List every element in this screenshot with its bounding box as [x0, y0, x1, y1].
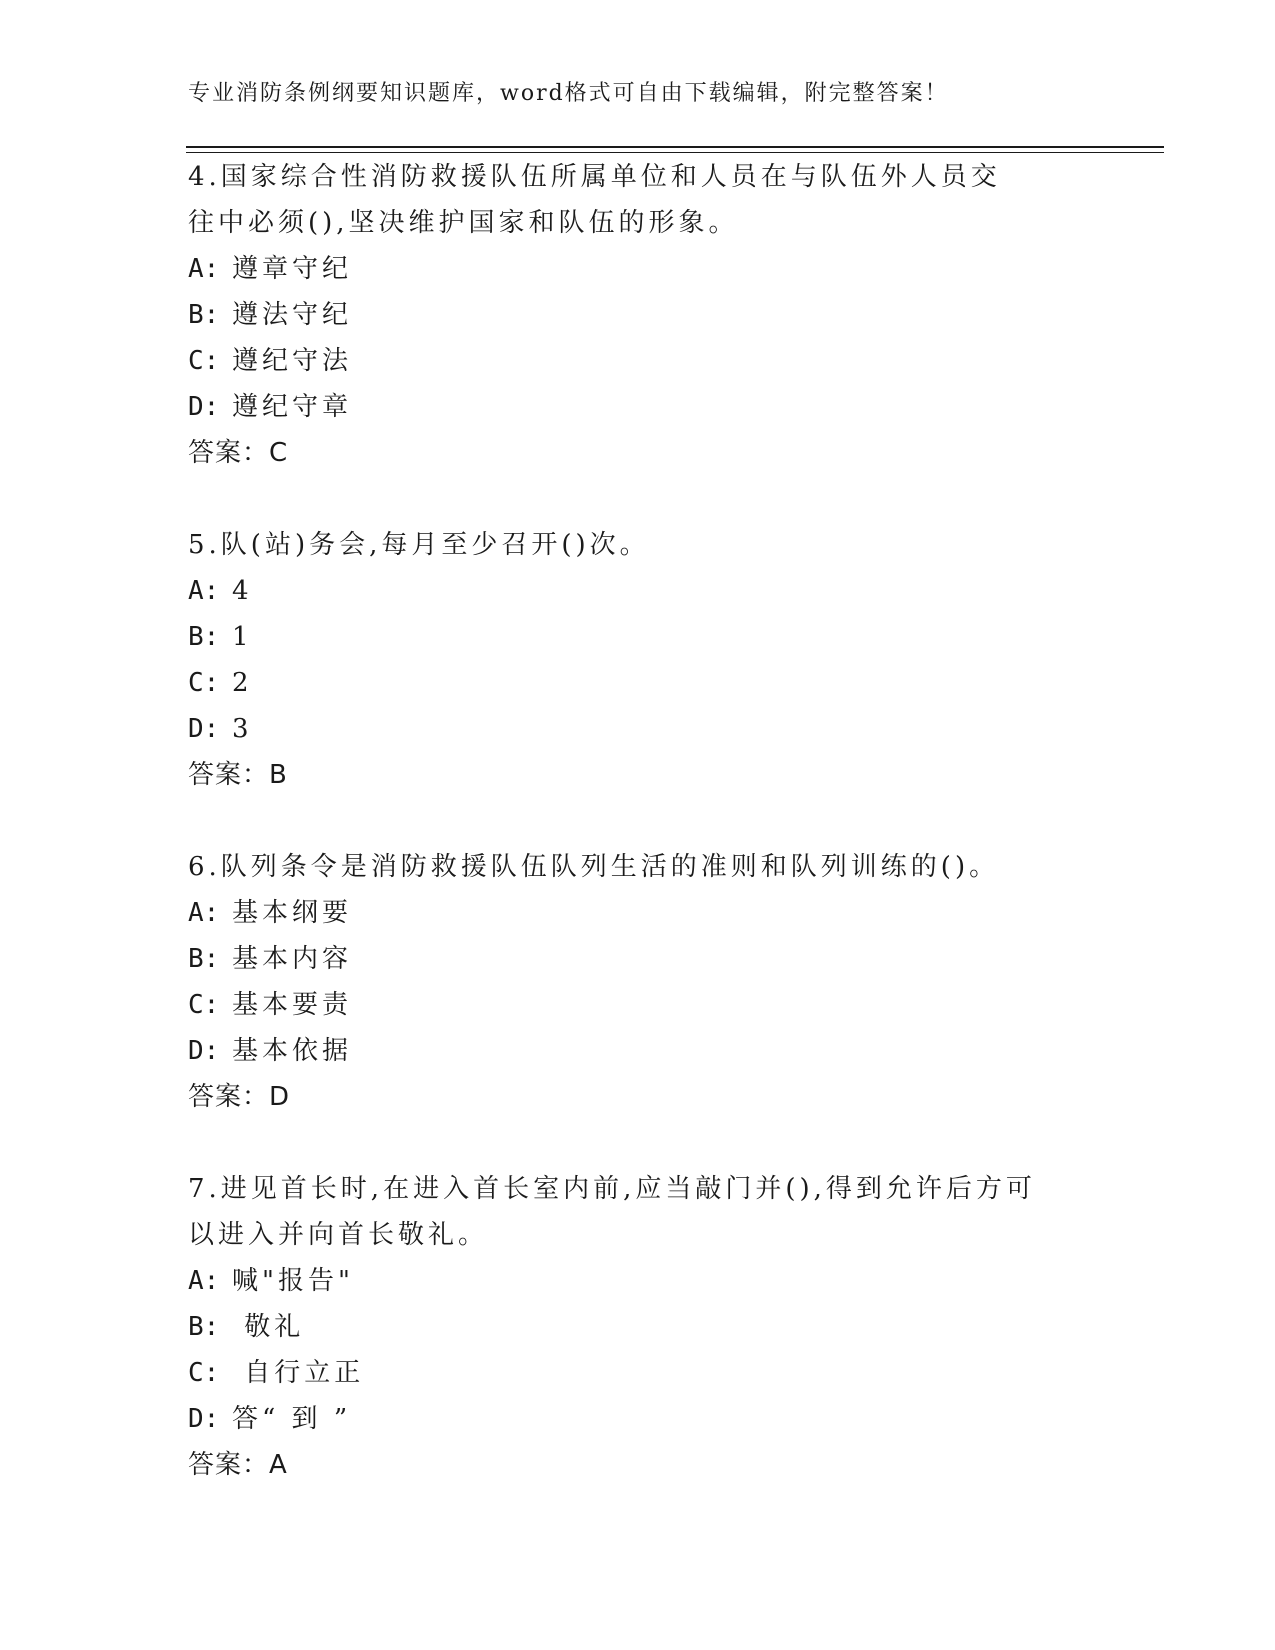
answer-line: 答案：D	[188, 1082, 291, 1112]
header-divider	[186, 146, 1164, 153]
option-c	[188, 338, 1088, 384]
option-c	[188, 1350, 1088, 1396]
option-text: 1	[232, 622, 253, 652]
option-letter: B:	[188, 622, 220, 652]
option-b	[188, 1304, 1088, 1350]
option-letter: D:	[188, 714, 220, 744]
option-d	[188, 1028, 1088, 1074]
option-a	[188, 568, 1088, 614]
option-text: 基本要责	[232, 990, 353, 1020]
option-c	[188, 982, 1088, 1028]
option-letter: A:	[188, 576, 220, 606]
option-text: 基本内容	[232, 944, 353, 974]
option-text: 自行立正	[232, 1358, 365, 1388]
option-text: 遵纪守章	[232, 392, 353, 422]
answer-line: 答案：A	[188, 1450, 288, 1480]
option-letter: C:	[188, 346, 220, 376]
option-letter: B:	[188, 944, 220, 974]
option-text: 遵章守纪	[232, 254, 353, 284]
option-letter: A:	[188, 1266, 220, 1296]
option-b	[188, 614, 1088, 660]
option-letter: B:	[188, 1312, 220, 1342]
option-d	[188, 1396, 1088, 1442]
option-a	[188, 1258, 1088, 1304]
answer-line: 答案：C	[188, 438, 289, 468]
option-letter: C:	[188, 990, 220, 1020]
option-text: 喊"报告"	[232, 1266, 354, 1296]
option-letter: C:	[188, 668, 220, 698]
option-letter: D:	[188, 392, 220, 422]
option-text: 答“ 到 ”	[232, 1404, 352, 1434]
question-6	[188, 844, 1088, 1120]
option-letter: B:	[188, 300, 220, 330]
question-stem: 5.队(站)务会,每月至少召开()次。	[188, 530, 650, 560]
option-b	[188, 936, 1088, 982]
option-letter: D:	[188, 1036, 220, 1066]
option-letter: D:	[188, 1404, 220, 1434]
option-a	[188, 890, 1088, 936]
answer-line: 答案：B	[188, 760, 288, 790]
option-a	[188, 246, 1088, 292]
option-c	[188, 660, 1088, 706]
option-text: 敬礼	[232, 1312, 305, 1342]
option-text: 4	[232, 576, 253, 606]
option-letter: A:	[188, 898, 220, 928]
question-stem: 4.国家综合性消防救援队伍所属单位和人员在与队伍外人员交往中必须(),坚决维护国家和队伍的形象。	[188, 162, 1001, 238]
option-text: 3	[232, 714, 253, 744]
question-stem: 6.队列条令是消防救援队伍队列生活的准则和队列训练的()。	[188, 852, 1000, 882]
question-5	[188, 522, 1088, 798]
question-4	[188, 154, 1088, 476]
option-text: 2	[232, 668, 253, 698]
option-text: 遵纪守法	[232, 346, 353, 376]
question-list	[188, 154, 1088, 1534]
option-b	[188, 292, 1088, 338]
option-text: 遵法守纪	[232, 300, 353, 330]
document-header: 专业消防条例纲要知识题库，word格式可自由下载编辑，附完整答案！	[188, 81, 949, 106]
question-stem: 7.进见首长时,在进入首长室内前,应当敲门并(),得到允许后方可以进入并向首长敬礼。	[188, 1174, 1036, 1250]
option-d	[188, 384, 1088, 430]
option-d	[188, 706, 1088, 752]
option-letter: A:	[188, 254, 220, 284]
option-text: 基本依据	[232, 1036, 353, 1066]
question-7	[188, 1166, 1088, 1488]
option-text: 基本纲要	[232, 898, 353, 928]
option-letter: C:	[188, 1358, 220, 1388]
